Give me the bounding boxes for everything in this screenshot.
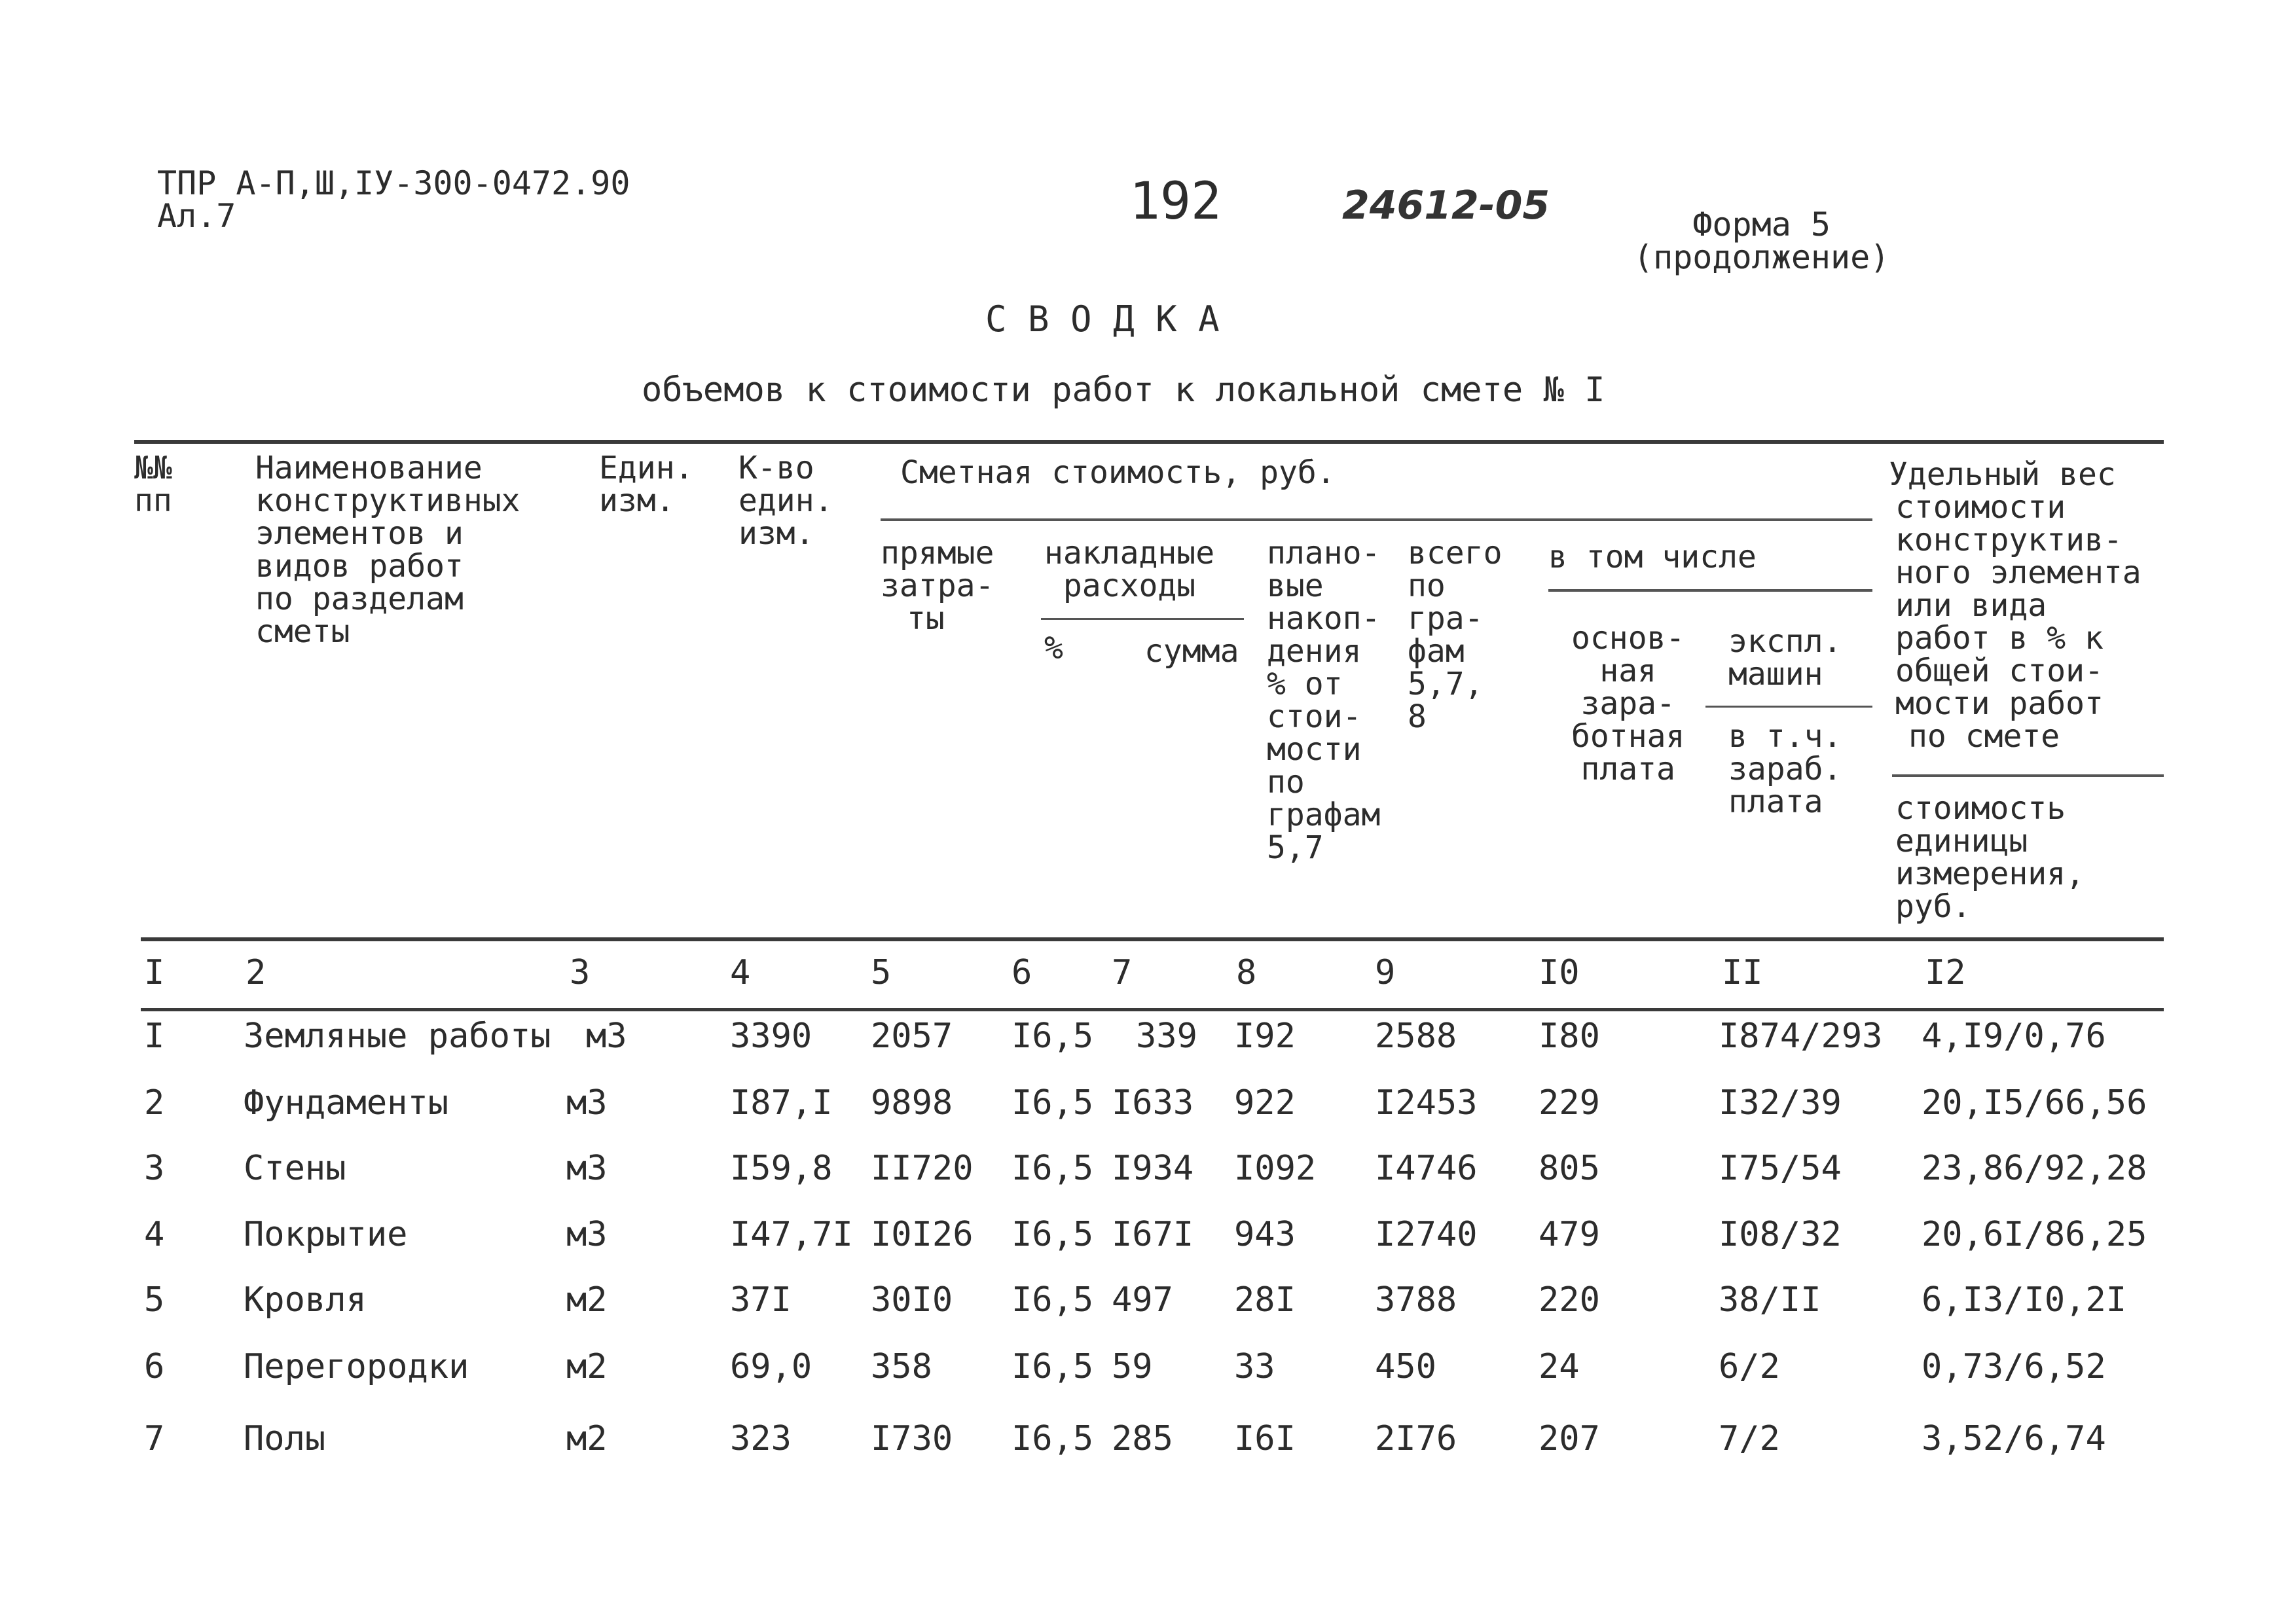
sheet-label: Ал.7: [157, 197, 236, 235]
planned-savings: 28I: [1234, 1280, 1296, 1320]
base-wages: 220: [1539, 1280, 1600, 1320]
column-number: I0: [1539, 953, 1580, 992]
total: 3788: [1375, 1280, 1457, 1320]
direct-costs: 9898: [871, 1083, 953, 1123]
planned-savings: 33: [1234, 1347, 1275, 1386]
header-qty: [738, 452, 833, 550]
overhead-percent: I6,5: [1011, 1280, 1094, 1320]
column-number: I2: [1925, 953, 1966, 992]
header-wages-line: зара-: [1580, 685, 1675, 722]
base-wages: 207: [1539, 1419, 1600, 1458]
machines: I874/293: [1719, 1017, 1883, 1056]
column-numbers-row: [0, 954, 2296, 994]
planned-savings: I92: [1234, 1017, 1296, 1056]
header-unit-cost-line: единицы: [1895, 823, 2028, 859]
row-number: 2: [144, 1083, 165, 1123]
overhead-percent: I6,5: [1011, 1347, 1094, 1386]
table-row: [0, 1150, 2296, 1189]
header-overhead-line: расходы: [1063, 568, 1196, 604]
header-overhead: [1044, 537, 1214, 602]
overhead-sum: 497: [1112, 1280, 1173, 1320]
overhead-percent: I6,5: [1011, 1419, 1094, 1458]
header-planned-line: стои-: [1267, 698, 1362, 735]
header-name-line: видов работ: [255, 548, 464, 585]
work-name: Земляные работы: [244, 1017, 551, 1056]
overhead-sum: 285: [1112, 1419, 1173, 1458]
direct-costs: 30I0: [871, 1280, 953, 1320]
header-cost-group: Сметная стоимость, руб.: [900, 454, 1336, 491]
share-unit-cost: 3,52/6,74: [1922, 1419, 2106, 1458]
header-planned-line: графам: [1267, 797, 1381, 833]
header-total-line: гра-: [1408, 600, 1484, 637]
overhead-sum: 339: [1136, 1017, 1197, 1056]
work-name: Стены: [244, 1149, 346, 1188]
header-wages-line: ботная: [1571, 718, 1685, 755]
share-rule: [1892, 774, 2164, 777]
header-total: [1408, 537, 1503, 733]
share-unit-cost: 23,86/92,28: [1922, 1149, 2147, 1188]
base-wages: I80: [1539, 1017, 1600, 1056]
header-planned-savings: [1267, 537, 1380, 864]
column-number: II: [1722, 953, 1763, 992]
document-code: [157, 164, 630, 235]
document-code-line: ТПР А-П,Ш,IУ-300-0472.90: [157, 164, 630, 202]
overhead-rule: [1041, 618, 1244, 620]
column-number: 8: [1236, 953, 1257, 992]
total: 450: [1375, 1347, 1436, 1386]
header-total-line: всего: [1408, 535, 1503, 571]
total: I2740: [1375, 1215, 1478, 1254]
header-planned-line: 5,7: [1267, 829, 1324, 866]
total: 2I76: [1375, 1419, 1457, 1458]
header-direct-line: ты: [907, 600, 945, 637]
form-name: Форма 5: [1692, 206, 1831, 244]
header-unit-line: Един.: [599, 450, 694, 486]
direct-costs: 2057: [871, 1017, 953, 1056]
row-number: 7: [144, 1419, 165, 1458]
table-row: [0, 1085, 2296, 1124]
share-unit-cost: 4,I9/0,76: [1922, 1017, 2106, 1056]
column-number: 7: [1112, 953, 1133, 992]
overhead-percent: I6,5: [1011, 1149, 1094, 1188]
header-qty-line: един.: [738, 482, 833, 519]
header-share-line: стоимости: [1895, 489, 2066, 526]
work-name: Перегородки: [244, 1347, 469, 1386]
column-number: 5: [871, 953, 892, 992]
header-num: [134, 452, 172, 517]
header-share-line: или вида: [1895, 587, 2047, 624]
planned-savings: 943: [1234, 1215, 1296, 1254]
quantity: I87,I: [730, 1083, 833, 1123]
handwritten-number: 24612-05: [1342, 183, 1550, 228]
header-num-line: пп: [134, 482, 172, 519]
overhead-sum: I934: [1112, 1149, 1194, 1188]
header-direct-costs: [881, 537, 994, 635]
document-title: С В О Д К А: [985, 298, 1220, 340]
share-unit-cost: 20,I5/66,56: [1922, 1083, 2147, 1123]
header-total-line: 5,7,: [1408, 666, 1484, 702]
header-unit-line: изм.: [599, 482, 675, 519]
quantity: 3390: [730, 1017, 812, 1056]
header-share-line: общей стои-: [1895, 653, 2104, 689]
unit: м2: [566, 1419, 608, 1458]
incl-rule: [1548, 589, 1872, 592]
row-number: 6: [144, 1347, 165, 1386]
header-base-wages: [1571, 622, 1685, 785]
table-row: [0, 1018, 2296, 1057]
unit: м3: [586, 1017, 627, 1056]
work-name: Покрытие: [244, 1215, 408, 1254]
header-overhead-percent: %: [1044, 630, 1063, 666]
header-unit-cost-line: измерения,: [1895, 856, 2085, 892]
header-unit-cost: [1895, 792, 2085, 923]
header-planned-line: дения: [1267, 633, 1362, 670]
header-total-line: по: [1408, 568, 1446, 604]
header-share-line: по смете: [1908, 718, 2060, 755]
work-name: Кровля: [244, 1280, 367, 1320]
header-share: [1889, 458, 2141, 753]
machines: I32/39: [1719, 1083, 1842, 1123]
header-name-line: Наименование: [255, 450, 483, 486]
base-wages: 229: [1539, 1083, 1600, 1123]
header-unit: [599, 452, 694, 517]
overhead-sum: I633: [1112, 1083, 1194, 1123]
header-overhead-sum: сумма: [1144, 633, 1239, 670]
row-number: 5: [144, 1280, 165, 1320]
work-name: Полы: [244, 1419, 326, 1458]
document-subtitle: объемов к стоимости работ к локальной смете № I: [642, 370, 1605, 410]
planned-savings: 922: [1234, 1083, 1296, 1123]
machines: 38/II: [1719, 1280, 1821, 1320]
base-wages: 24: [1539, 1347, 1580, 1386]
column-number: 9: [1375, 953, 1396, 992]
header-planned-line: по: [1267, 764, 1305, 801]
row-number: 4: [144, 1215, 165, 1254]
header-name-line: по разделам: [255, 581, 464, 617]
header-qty-line: изм.: [738, 515, 814, 552]
header-machines-wages: [1728, 720, 1842, 818]
header-overhead-line: накладные: [1044, 535, 1215, 571]
overhead-percent: I6,5: [1011, 1215, 1094, 1254]
header-machines-line: машин: [1728, 656, 1823, 693]
cost-group-rule: [881, 518, 1872, 521]
header-planned-line: мости: [1267, 731, 1362, 768]
header-num-line: №№: [134, 450, 172, 486]
direct-costs: II720: [871, 1149, 974, 1188]
header-planned-line: накоп-: [1267, 600, 1381, 637]
table-row: [0, 1216, 2296, 1255]
table-row: [0, 1348, 2296, 1388]
unit: м2: [566, 1280, 608, 1320]
total: I4746: [1375, 1149, 1478, 1188]
header-including: в том числе: [1548, 539, 1757, 575]
header-machines-wages-line: зараб.: [1728, 751, 1842, 787]
base-wages: 805: [1539, 1149, 1600, 1188]
column-number: 3: [570, 953, 591, 992]
header-planned-line: вые: [1267, 568, 1324, 604]
quantity: I47,7I: [730, 1215, 853, 1254]
machines: I08/32: [1719, 1215, 1842, 1254]
total: 2588: [1375, 1017, 1457, 1056]
header-machines: [1728, 625, 1842, 691]
planned-savings: I092: [1234, 1149, 1317, 1188]
form-continuation: (продолжение): [1633, 238, 1890, 276]
share-unit-cost: 0,73/6,52: [1922, 1347, 2106, 1386]
machines: 6/2: [1719, 1347, 1780, 1386]
table-row: [0, 1282, 2296, 1321]
header-planned-line: плано-: [1267, 535, 1381, 571]
header-name-line: сметы: [255, 613, 350, 650]
quantity: 69,0: [730, 1347, 812, 1386]
base-wages: 479: [1539, 1215, 1600, 1254]
column-numbers-rule: [141, 1008, 2164, 1011]
quantity: 323: [730, 1419, 792, 1458]
overhead-percent: I6,5: [1011, 1083, 1094, 1123]
row-number: 3: [144, 1149, 165, 1188]
header-name: [255, 452, 520, 648]
unit: м3: [566, 1149, 608, 1188]
share-unit-cost: 6,I3/I0,2I: [1922, 1280, 2127, 1320]
header-direct-line: затра-: [881, 568, 994, 604]
header-bottom-rule: [141, 937, 2164, 941]
unit: м2: [566, 1347, 608, 1386]
header-total-line: 8: [1408, 698, 1427, 735]
header-machines-wages-line: в т.ч.: [1728, 718, 1842, 755]
machines: I75/54: [1719, 1149, 1842, 1188]
header-machines-line: экспл.: [1728, 623, 1842, 660]
overhead-sum: I67I: [1112, 1215, 1194, 1254]
column-number: 4: [730, 953, 751, 992]
quantity: I59,8: [730, 1149, 833, 1188]
column-number: I: [144, 953, 165, 992]
header-wages-line: основ-: [1571, 620, 1685, 657]
work-name: Фундаменты: [244, 1083, 449, 1123]
header-name-line: элементов и: [255, 515, 464, 552]
page-number: 192: [1129, 172, 1222, 231]
overhead-percent: I6,5: [1011, 1017, 1094, 1056]
overhead-sum: 59: [1112, 1347, 1153, 1386]
header-planned-line: % от: [1267, 666, 1343, 702]
header-share-line: работ в % к: [1895, 620, 2104, 657]
header-unit-cost-line: стоимость: [1895, 790, 2066, 827]
header-direct-line: прямые: [881, 535, 994, 571]
unit: м3: [566, 1215, 608, 1254]
header-qty-line: К-во: [738, 450, 814, 486]
header-share-line: конструктив-: [1895, 522, 2123, 558]
direct-costs: I0I26: [871, 1215, 974, 1254]
direct-costs: I730: [871, 1419, 953, 1458]
total: I2453: [1375, 1083, 1478, 1123]
header-share-line: Удельный вес: [1889, 456, 2116, 493]
planned-savings: I6I: [1234, 1419, 1296, 1458]
header-share-line: ного элемента: [1895, 554, 2141, 591]
table-top-rule: [134, 440, 2164, 444]
header-wages-line: ная: [1599, 653, 1657, 689]
unit: м3: [566, 1083, 608, 1123]
header-unit-cost-line: руб.: [1895, 888, 1971, 925]
machines-rule: [1705, 706, 1872, 708]
direct-costs: 358: [871, 1347, 932, 1386]
share-unit-cost: 20,6I/86,25: [1922, 1215, 2147, 1254]
form-label: [1633, 208, 1889, 274]
quantity: 37I: [730, 1280, 792, 1320]
header-share-line: мости работ: [1895, 685, 2104, 722]
header-machines-wages-line: плата: [1728, 784, 1823, 820]
row-number: I: [144, 1017, 165, 1056]
header-wages-line: плата: [1580, 751, 1675, 787]
table-row: [0, 1420, 2296, 1460]
machines: 7/2: [1719, 1419, 1780, 1458]
header-total-line: фам: [1408, 633, 1465, 670]
column-number: 6: [1011, 953, 1032, 992]
column-number: 2: [246, 953, 266, 992]
header-name-line: конструктивных: [255, 482, 520, 519]
